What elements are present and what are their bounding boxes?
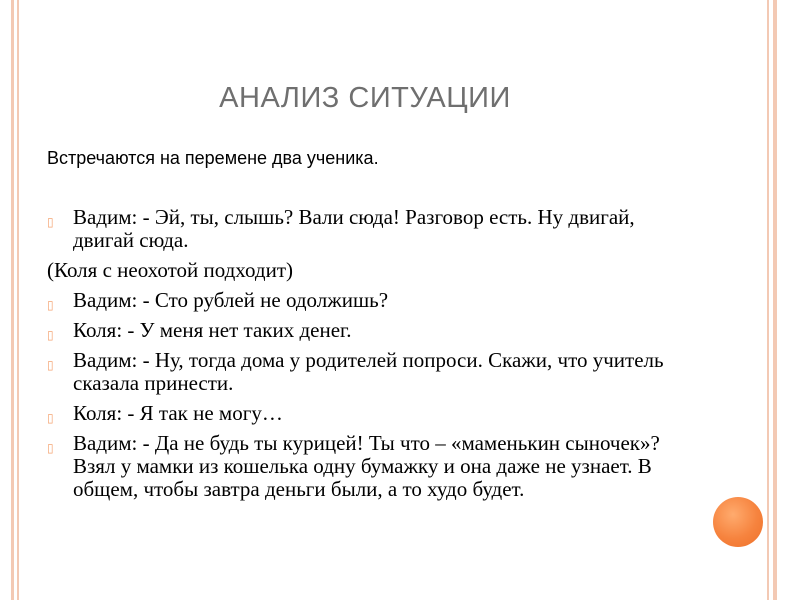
bullet-icon: ▯ <box>47 441 54 455</box>
bullet-icon: ▯ <box>47 411 54 425</box>
dialogue-line <box>47 319 697 342</box>
dialogue-line <box>47 349 697 395</box>
stage-direction-text: (Коля с неохотой подходит) <box>47 258 293 282</box>
dialogue-line <box>47 289 697 312</box>
slide-title: АНАЛИЗ СИТУАЦИИ <box>219 82 511 114</box>
bullet-icon: ▯ <box>47 358 54 372</box>
frame-line-right-inner <box>767 0 769 600</box>
dialogue-text: Вадим: - Ну, тогда дома у родителей попроси. Скажи, что учитель сказала принести. <box>73 348 664 395</box>
intro-text: Встречаются на перемене два ученика. <box>47 148 379 168</box>
dialogue-text: Коля: - У меня нет таких денег. <box>73 318 352 342</box>
bullet-icon: ▯ <box>47 215 54 229</box>
bullet-icon: ▯ <box>47 298 54 312</box>
dialogue-text: Вадим: - Эй, ты, слышь? Вали сюда! Разговор есть. Ну двигай, двигай сюда. <box>73 205 635 252</box>
dialogue-line <box>47 206 697 252</box>
slide-content <box>47 147 697 508</box>
stage-direction <box>47 259 697 282</box>
frame-line-right-outer <box>773 0 777 600</box>
dialogue-text: Коля: - Я так не могу… <box>73 401 283 425</box>
dialogue-line <box>47 402 697 425</box>
orange-circle-decoration <box>713 497 763 547</box>
bullet-icon: ▯ <box>47 328 54 342</box>
dialogue-line <box>47 432 697 501</box>
dialogue-text: Вадим: - Сто рублей не одолжишь? <box>73 288 389 312</box>
dialogue-text: Вадим: - Да не будь ты курицей! Ты что – «маменькин сыночек»? Взял у мамки из кошелька одну бумажку и она даже не узнает. В общем, чтобы завтра деньги были, а то худо будет. <box>73 431 660 501</box>
